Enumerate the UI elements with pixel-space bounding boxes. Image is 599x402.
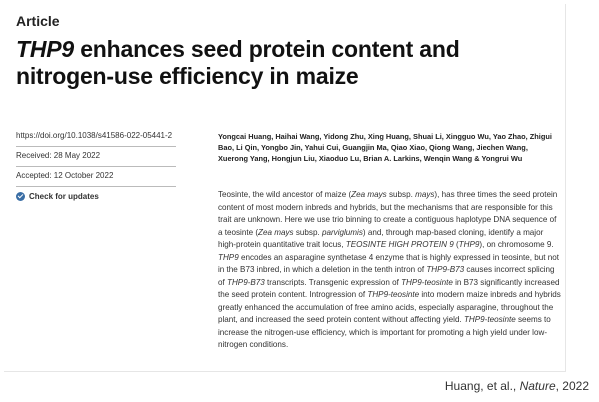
title-gene-name: THP9	[16, 36, 74, 62]
abstract-run: THP9-teosinte	[367, 290, 420, 299]
received-date: Received: 28 May 2022	[16, 146, 176, 166]
abstract-run: ) and, through map-based cloning, identify a major high-protein quantitative trait locus,	[218, 227, 544, 249]
abstract-run: THP9	[458, 240, 480, 249]
citation-authors: Huang, et al.,	[444, 379, 520, 393]
article-metadata	[16, 131, 176, 207]
abstract-run: transcripts. Transgenic expression of	[264, 277, 402, 287]
author-list: Yongcai Huang, Haihai Wang, Yidong Zhu, Xing Huang, Shuai Li, Xingguo Wu, Yao Zhao, Zhigui Bao, Li Qin, Yongbo Jin, Yahui Cui, Guangjin Ma, Qiao Xiao, Qiong Wang, Jiechen Wang, Xuerong Yang, Hongjun Liu, Xiaoduo Lu, Brian A. Larkins, Wenqin Wang & Yongrui Wu	[218, 132, 552, 163]
abstract-run: ), on chromosome 9.	[479, 240, 554, 249]
abstract-run: TEOSINTE HIGH PROTEIN 9	[345, 240, 454, 249]
abstract-run: THP9	[218, 252, 239, 262]
citation	[445, 379, 589, 393]
accepted-date: Accepted: 12 October 2022	[16, 166, 176, 186]
abstract-run: (	[453, 240, 459, 249]
abstract-run: THP9-B73	[426, 265, 465, 274]
abstract-run: encodes an asparagine synthetase 4 enzyme that is highly expressed in teosinte, but not in the B73 inbred, in which a deletion in the tenth intron of	[218, 252, 560, 274]
abstract-run: subsp.	[386, 190, 416, 199]
check-updates-label: Check for updates	[29, 192, 99, 201]
abstract-run: THP9-teosinte	[401, 277, 453, 287]
abstract-text	[218, 189, 561, 352]
paper-snippet	[4, 4, 566, 372]
abstract-run: THP9-teosinte	[463, 315, 516, 324]
abstract-run: THP9-B73	[227, 277, 265, 287]
article-type-label: Article	[16, 13, 60, 29]
abstract-run: Zea mays	[258, 227, 294, 237]
citation-year: , 2022	[555, 379, 589, 393]
title-rest: enhances seed protein content and nitrogen-use efficiency in maize	[16, 36, 460, 89]
citation-journal: Nature	[519, 379, 556, 393]
abstract-run: Teosinte, the wild ancestor of maize (	[218, 190, 352, 199]
abstract-run: mays	[415, 190, 435, 199]
abstract-run: causes incorrect splicing of	[218, 265, 555, 287]
abstract-run: ), has three times the seed protein content of most modern inbreds and hybrids, but the mechanisms that are responsible for this trait are unknown. Here we use trio binning to create a contiguous haplotype DNA sequence of a teosinte (	[218, 190, 558, 237]
check-circle-icon	[16, 192, 25, 201]
abstract-run: subsp.	[293, 227, 322, 237]
check-for-updates-button[interactable]	[16, 186, 176, 207]
abstract-run: in B73 significantly increased the seed protein content. Introgression of	[218, 277, 560, 299]
abstract-run: Zea mays	[351, 190, 387, 199]
paper-title	[16, 36, 556, 90]
abstract-run: seems to increase the nitrogen-use efficiency, which is important for promoting a high yield under low-nitrogen conditions.	[218, 315, 551, 349]
abstract-run: into modern maize inbreds and hybrids greatly enhanced the accumulation of free amino acids, especially asparagine, throughout the plant, and increased the seed protein content without affecting yield.	[218, 290, 561, 324]
abstract-run: parviglumis	[321, 227, 363, 237]
doi-link[interactable]: https://doi.org/10.1038/s41586-022-05441-2	[16, 131, 173, 140]
